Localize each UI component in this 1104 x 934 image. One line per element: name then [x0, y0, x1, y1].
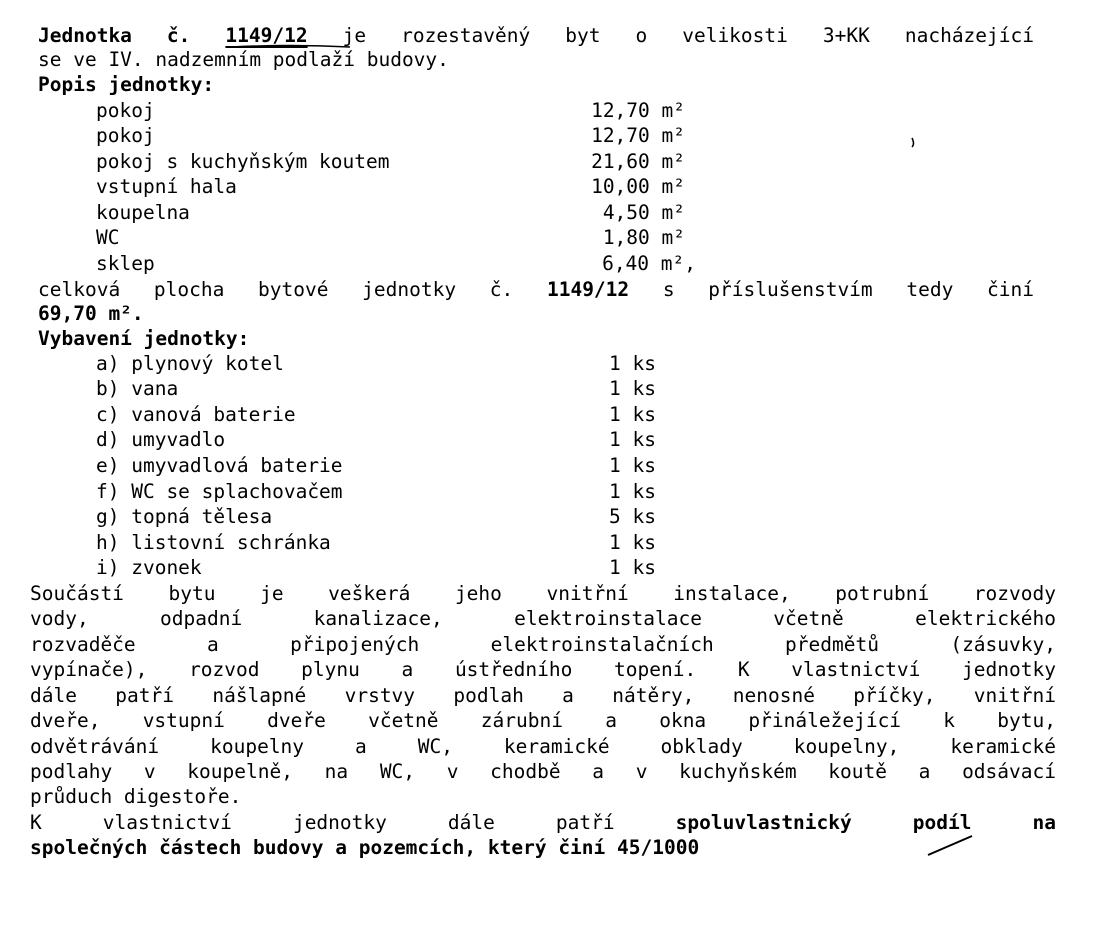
total-text: celková plocha bytové jednotky č.: [38, 278, 514, 301]
room-area: 21,60 m²: [591, 150, 685, 173]
signature-stroke: [928, 836, 972, 855]
equipment-name: i) zvonek: [96, 556, 202, 579]
vybaveni-heading: Vybavení jednotky:: [38, 327, 250, 350]
equipment-qty: 1 ks: [609, 531, 656, 554]
room-area: 4,50 m²: [602, 201, 685, 224]
paragraph-line: vody, odpadní kanalizace, elektroinstalace včetně elektrického: [30, 607, 1056, 630]
equipment-name: d) umyvadlo: [96, 428, 226, 451]
ownership-bold: spoluvlastnický podíl na: [675, 811, 1057, 834]
underline-stroke: [232, 46, 350, 48]
room-name: pokoj: [96, 124, 155, 147]
room-area: 12,70 m²: [591, 124, 685, 147]
popis-heading: Popis jednotky:: [38, 73, 215, 96]
equipment-name: h) listovní schránka: [96, 531, 331, 554]
equipment-qty: 1 ks: [609, 377, 656, 400]
equipment-qty: 1 ks: [609, 403, 656, 426]
intro-line-2: se ve IV. nadzemním podlaží budovy.: [38, 48, 449, 71]
unit-number: 1149/12: [225, 24, 308, 47]
room-name: vstupní hala: [96, 175, 237, 198]
equipment-name: a) plynový kotel: [96, 352, 284, 375]
room-name: pokoj s kuchyňským koutem: [96, 150, 390, 173]
paragraph-line: dveře, vstupní dveře včetně zárubní a okna přináležející k bytu,: [30, 709, 1056, 732]
unit-label: Jednotka č.: [38, 24, 191, 47]
equipment-name: e) umyvadlová baterie: [96, 454, 343, 477]
equipment-name: f) WC se splachovačem: [96, 480, 343, 503]
ownership-share: který činí 45/1000: [487, 836, 700, 859]
room-name: koupelna: [96, 201, 190, 224]
equipment-qty: 1 ks: [609, 556, 656, 579]
pen-mark: [912, 138, 914, 147]
room-area: 12,70 m²: [591, 99, 685, 122]
equipment-qty: 1 ks: [609, 480, 656, 503]
ownership-bold-2: společných částech budovy a pozemcích,: [30, 836, 477, 859]
equipment-qty: 1 ks: [609, 428, 656, 451]
paragraph-line: rozvaděče a připojených elektroinstalačních předmětů (zásuvky,: [30, 633, 1056, 656]
total-unit-number: 1149/12: [546, 278, 630, 301]
room-name: WC: [96, 226, 120, 249]
total-text-2: s příslušenstvím tedy činí: [662, 278, 1034, 301]
ownership-text: K vlastnictví jednotky dále patří: [30, 811, 615, 834]
room-area: 6,40 m²,: [602, 252, 696, 275]
equipment-qty: 1 ks: [609, 352, 656, 375]
equipment-name: c) vanová baterie: [96, 403, 296, 426]
paragraph-line: vypínače), rozvod plynu a ústředního topení. K vlastnictví jednotky: [30, 658, 1056, 681]
paragraph-line: podlahy v koupelně, na WC, v chodbě a v kuchyňském koutě a odsávací: [30, 760, 1056, 783]
paragraph-line: průduch digestoře.: [30, 785, 242, 808]
room-name: pokoj: [96, 99, 155, 122]
paragraph-line: Součástí bytu je veškerá jeho vnitřní instalace, potrubní rozvody: [30, 582, 1056, 605]
paragraph-line: odvětrávání koupelny a WC, keramické obklady koupelny, keramické: [30, 735, 1056, 758]
paragraph-line: dále patří nášlapné vrstvy podlah a nátěry, nenosné příčky, vnitřní: [30, 684, 1056, 707]
total-area: 69,70 m².: [38, 302, 144, 325]
equipment-qty: 5 ks: [609, 505, 656, 528]
room-area: 1,80 m²: [602, 226, 685, 249]
equipment-name: b) vana: [96, 377, 179, 400]
intro-text: je rozestavěný byt o velikosti 3+KK nacházející: [342, 24, 1034, 47]
room-area: 10,00 m²: [591, 175, 685, 198]
equipment-name: g) topná tělesa: [96, 505, 273, 528]
room-name: sklep: [96, 252, 155, 275]
equipment-qty: 1 ks: [609, 454, 656, 477]
